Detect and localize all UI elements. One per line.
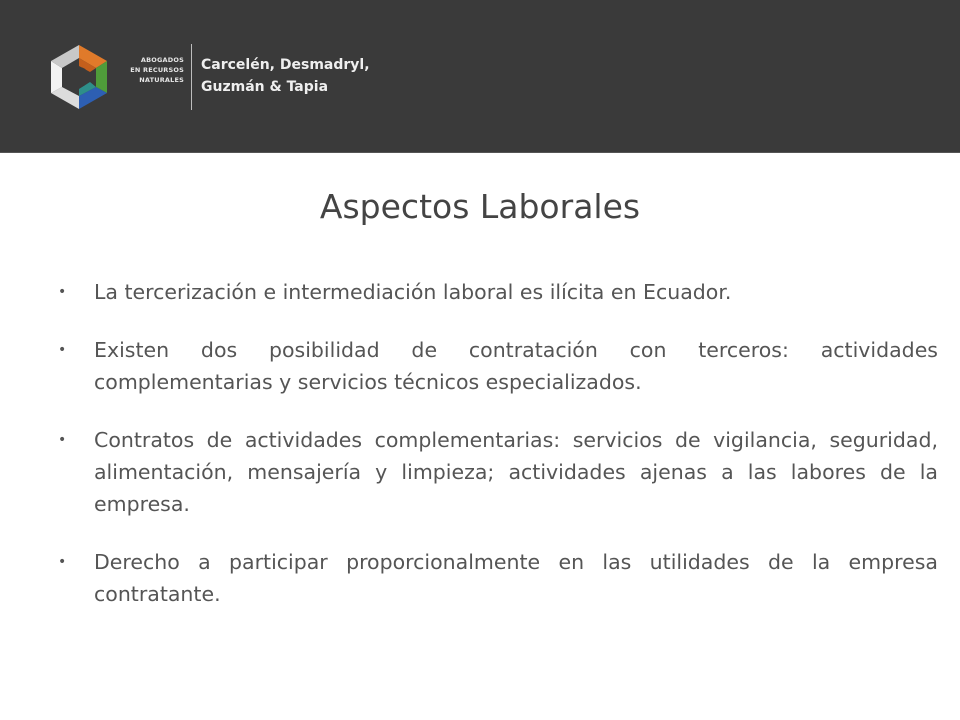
firm-tagline xyxy=(118,55,184,85)
firm-tagline-line: NATURALES xyxy=(139,76,184,84)
bullet-dot-icon: • xyxy=(58,342,67,358)
bullet-text: Derecho a participar proporcionalmente en las utilidades de la empresa contratante. xyxy=(94,550,938,606)
firm-name-line: Guzmán & Tapia xyxy=(201,79,329,95)
firm-name xyxy=(201,54,370,98)
bullet-item xyxy=(54,546,938,610)
bullet-text: Contratos de actividades complementarias: servicios de vigilancia, seguridad, alimentación, mensajería y limpieza; actividades ajenas a las labores de la empresa. xyxy=(94,428,938,516)
bullet-item xyxy=(54,334,938,398)
bullet-text: La tercerización e intermediación laboral es ilícita en Ecuador. xyxy=(94,280,732,304)
bullet-text: Existen dos posibilidad de contratación con terceros: actividades complementarias y servicios técnicos especializados. xyxy=(94,338,938,394)
slide-title: Aspectos Laborales xyxy=(319,187,641,226)
hexagon-logo-icon xyxy=(44,42,114,112)
firm-name-line: Carcelén, Desmadryl, xyxy=(201,57,370,73)
bullet-item xyxy=(54,424,938,520)
bullet-item xyxy=(54,276,938,308)
firm-tagline-line: ABOGADOS xyxy=(140,56,184,64)
bullet-dot-icon: • xyxy=(58,554,67,570)
bullet-dot-icon: • xyxy=(58,284,67,300)
header-divider xyxy=(191,44,192,110)
header-banner xyxy=(0,0,960,153)
bullet-list xyxy=(54,276,938,636)
bullet-dot-icon: • xyxy=(58,432,67,448)
firm-tagline-line: EN RECURSOS xyxy=(130,66,184,74)
